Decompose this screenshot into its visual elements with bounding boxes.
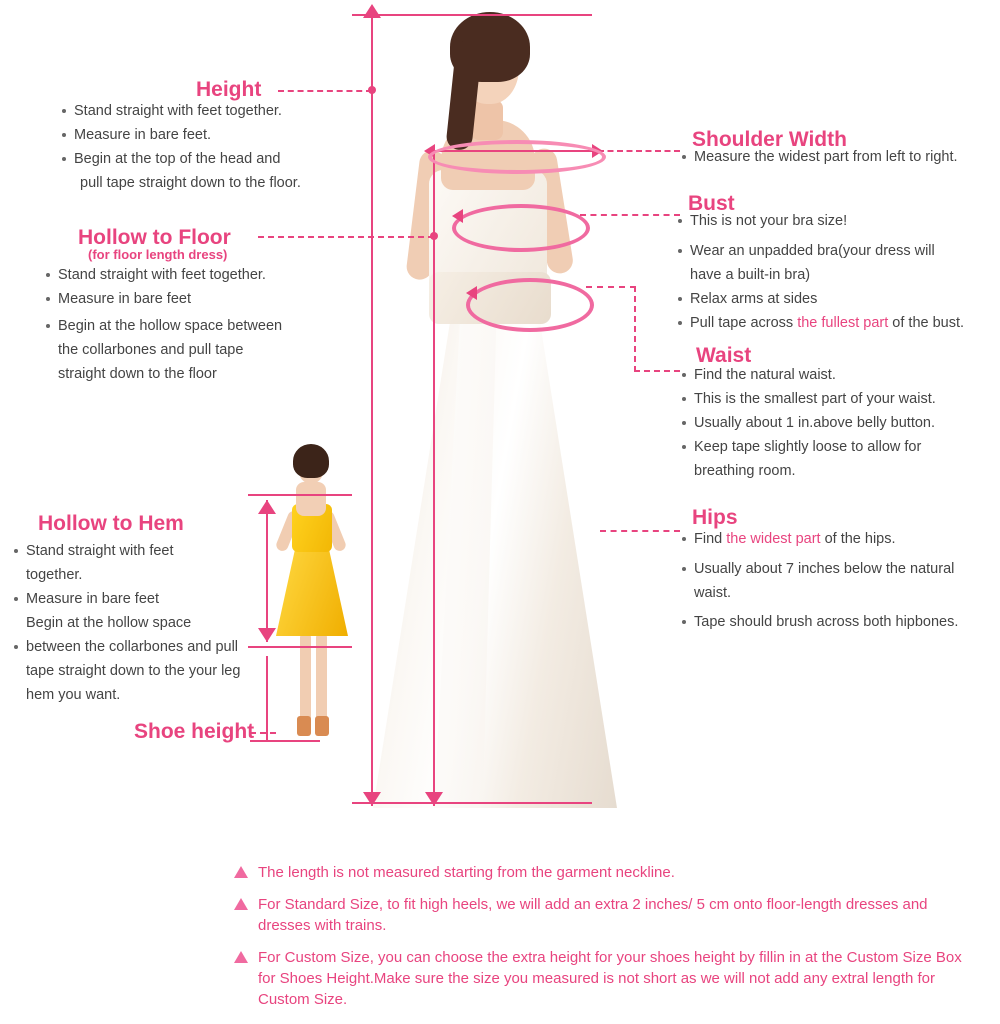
list-item: Measure in bare feet (12, 588, 262, 611)
shoe-height-bottom-cap (250, 740, 320, 742)
hollow-to-hem-line (266, 500, 268, 642)
list-item: Begin at the hollow space between (44, 315, 344, 338)
list-item: Usually about 1 in.above belly button. (680, 412, 1000, 435)
section-title-bust: Bust (688, 192, 735, 215)
section-bullets-bust (676, 210, 996, 336)
bust-arrow-left (452, 209, 463, 223)
hips-callout-dash (600, 530, 680, 532)
footnotes (232, 862, 972, 1021)
list-item: Measure in bare feet. (60, 124, 360, 147)
list-item: Tape should brush across both hipbones. (680, 611, 1000, 634)
section-title-shoe-height: Shoe height (134, 720, 255, 743)
list-item: Keep tape slightly loose to allow for (680, 436, 1000, 459)
section-bullets-hollow-to-hem (12, 540, 262, 708)
list-item: Relax arms at sides (676, 288, 996, 311)
footnote-text: For Standard Size, to fit high heels, we will add an extra 2 inches/ 5 cm onto floor-length dresses and dresses with trains. (258, 896, 928, 934)
footnote-item (232, 862, 972, 883)
section-bullets-hollow-to-floor (44, 264, 344, 387)
hollow-to-floor-callout-dash (258, 236, 434, 238)
section-bullets-shoulder-width (680, 146, 1000, 170)
list-item: Find the natural waist. (680, 364, 1000, 387)
list-item: hem you want. (26, 687, 121, 703)
list-item: Stand straight with feet together. (44, 264, 344, 287)
bust-band (452, 204, 590, 252)
list-item-hips-widest: Find the widest part of the hips. (680, 528, 1000, 551)
list-item: Wear an unpadded bra(your dress will (676, 240, 996, 263)
section-title-hollow-to-hem: Hollow to Hem (38, 512, 184, 535)
list-item: pull tape straight down to the floor. (80, 175, 301, 191)
shoulder-band (428, 140, 606, 174)
list-item: between the collarbones and pull (12, 636, 262, 659)
bride-figure-illustration (355, 0, 635, 808)
section-bullets-height (60, 100, 360, 196)
hollow-to-hem-bottom-cap (248, 646, 352, 648)
list-item-bust-fullest: Pull tape across the fullest part of the bust. (676, 312, 996, 335)
section-title-hips: Hips (692, 506, 738, 529)
list-item: Stand straight with feet (12, 540, 262, 563)
short-dress-figure-illustration (262, 440, 362, 760)
section-title-waist: Waist (696, 344, 752, 367)
mini-torso (296, 482, 326, 516)
section-title-hollow-to-floor: Hollow to Floor (78, 226, 231, 249)
section-title-height: Height (196, 78, 262, 101)
shoe-height-line (266, 656, 268, 740)
hips-highlight: the widest part (726, 531, 821, 547)
list-item: the collarbones and pull tape (58, 342, 244, 358)
warning-triangle-icon (234, 951, 248, 963)
mini-dress-skirt (276, 544, 348, 636)
section-title-shoulder-width: Shoulder Width (692, 128, 847, 151)
hollow-to-floor-arrow-bottom (425, 792, 443, 806)
section-bullets-waist (680, 364, 1000, 484)
list-item: This is not your bra size! (676, 210, 996, 233)
list-item: waist. (694, 585, 732, 601)
list-item: Measure in bare feet (44, 288, 344, 311)
list-item: Begin at the top of the head and (60, 148, 360, 171)
hollow-to-floor-callout-dot (430, 232, 438, 240)
footnote-text: The length is not measured starting from the garment neckline. (258, 864, 675, 881)
waist-arrow-left (466, 286, 477, 300)
shoulder-width-callout-dash (598, 150, 680, 152)
hollow-to-hem-top-cap (248, 494, 352, 496)
hollow-to-hem-arrow-top (258, 500, 276, 514)
hollow-to-floor-measure-line (433, 150, 435, 806)
footnote-text: For Custom Size, you can choose the extra height for your shoes height by fillin in at the Custom Size Box for Shoes Height.Make sure the size you measured is not short as we will not add any extral length for Custom Size. (258, 949, 962, 1008)
list-item: breathing room. (694, 463, 796, 479)
height-measure-line (371, 18, 373, 806)
mini-right-shoe (315, 716, 329, 736)
bride-skirt (373, 300, 617, 808)
warning-triangle-icon (234, 866, 248, 878)
list-item: together. (26, 567, 83, 583)
height-top-cap (352, 14, 592, 16)
mini-left-shoe (297, 716, 311, 736)
list-item: Stand straight with feet together. (60, 100, 360, 123)
height-callout-dash (278, 90, 372, 92)
footnote-item (232, 894, 972, 936)
waist-band (466, 278, 594, 332)
section-bullets-hips (680, 528, 1000, 635)
warning-triangle-icon (234, 898, 248, 910)
list-item: Measure the widest part from left to right. (680, 146, 1000, 169)
waist-callout-dash-vert (634, 286, 636, 372)
list-item: straight down to the floor (58, 366, 217, 382)
waist-callout-dash-bottom (634, 370, 680, 372)
section-subtitle-hollow-to-floor: (for floor length dress) (88, 247, 228, 262)
bust-callout-dash (580, 214, 680, 216)
mini-hair (293, 444, 329, 478)
bust-highlight: the fullest part (797, 315, 889, 331)
list-item: Begin at the hollow space (26, 615, 192, 631)
list-item: tape straight down to the your leg (26, 663, 241, 679)
footnote-item (232, 947, 972, 1010)
list-item: have a built-in bra) (690, 267, 811, 283)
list-item: This is the smallest part of your waist. (680, 388, 1000, 411)
height-callout-dot (368, 86, 376, 94)
waist-callout-dash-top (586, 286, 636, 288)
height-bottom-cap (352, 802, 592, 804)
list-item: Usually about 7 inches below the natural (680, 558, 1000, 581)
